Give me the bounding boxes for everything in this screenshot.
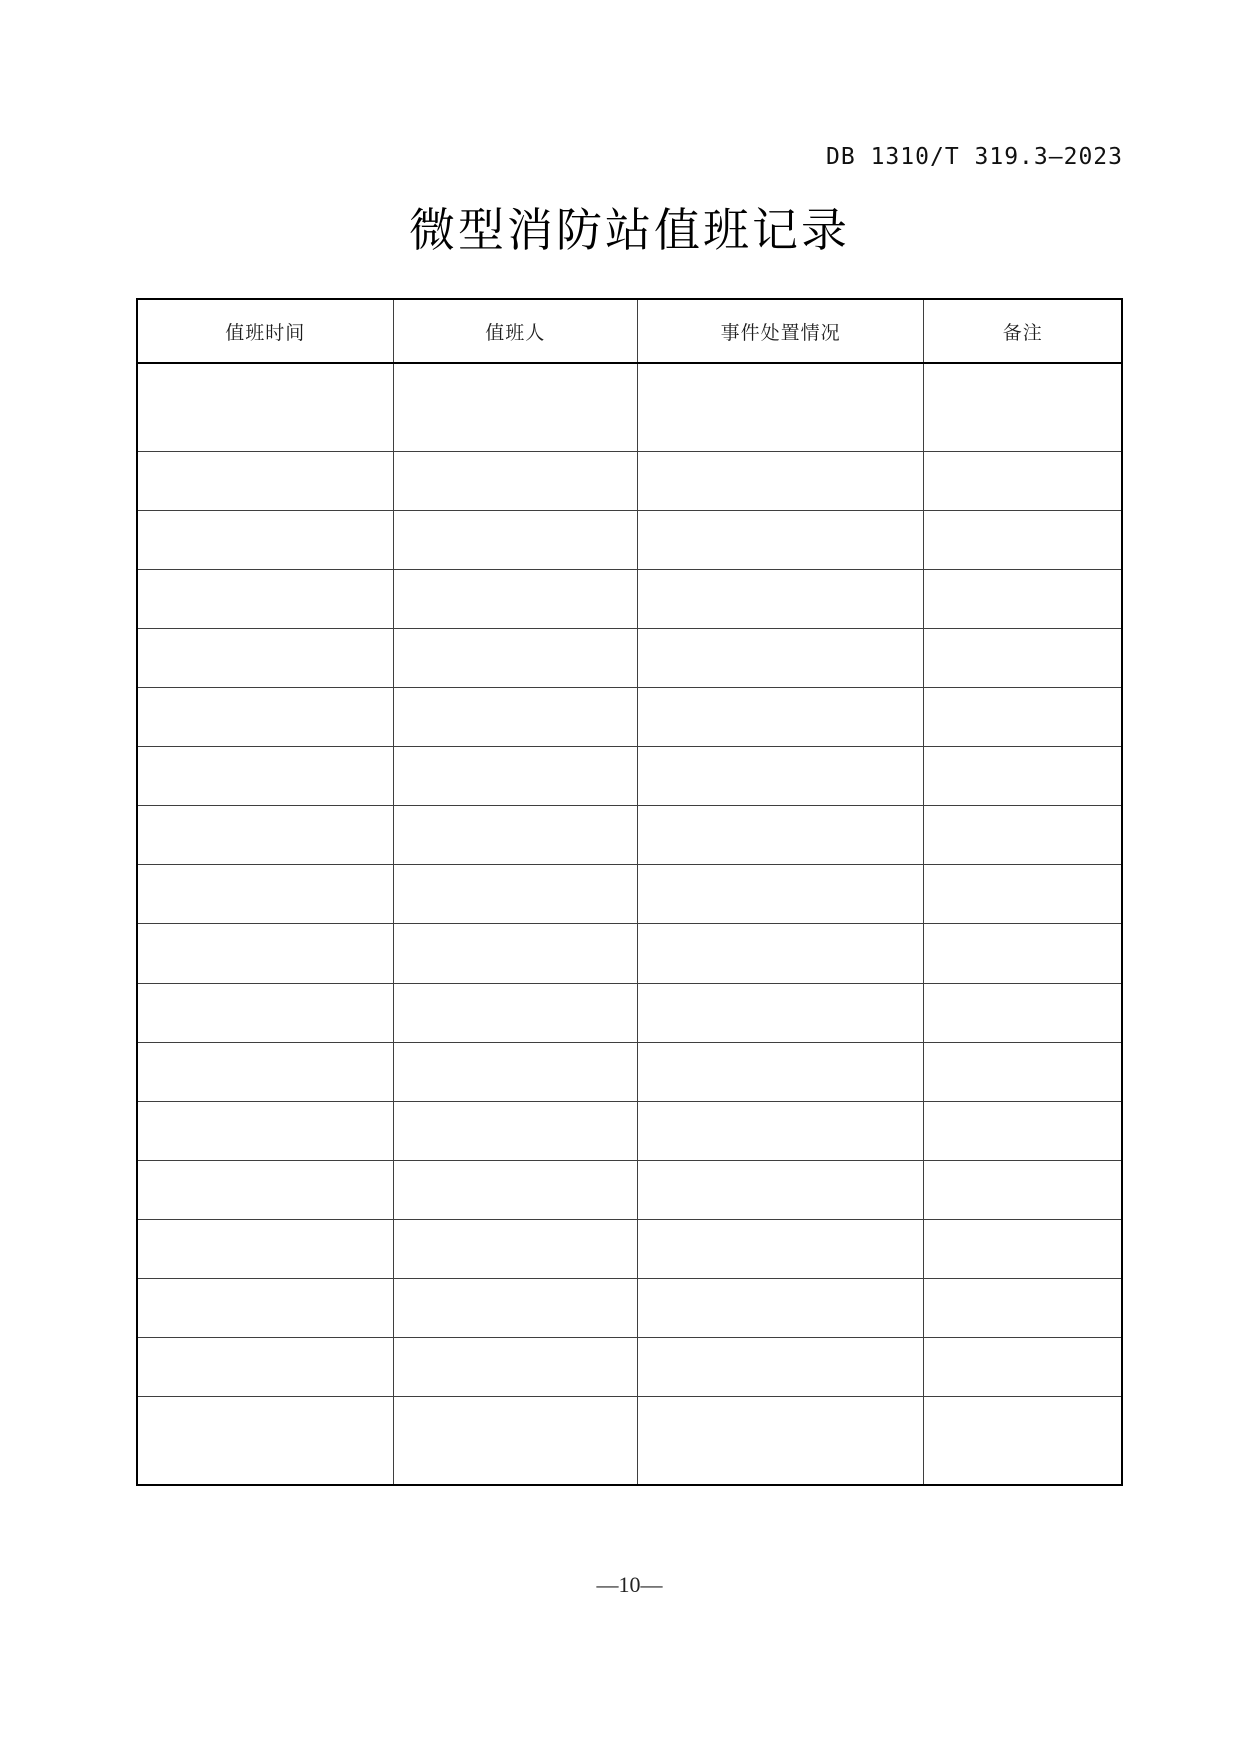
table-cell <box>137 570 393 629</box>
page-title: 微型消防站值班记录 <box>409 203 850 257</box>
table-cell <box>137 1160 393 1219</box>
table-cell <box>637 924 924 983</box>
table-row <box>137 806 1122 865</box>
table-cell <box>637 1219 924 1278</box>
table-row <box>137 363 1122 452</box>
table-row <box>137 1219 1122 1278</box>
table-cell <box>393 570 637 629</box>
table-row <box>137 452 1122 511</box>
table-cell <box>393 688 637 747</box>
table-cell <box>924 1396 1122 1485</box>
table-cell <box>137 865 393 924</box>
table-cell <box>393 1396 637 1485</box>
table-cell <box>637 806 924 865</box>
table-cell <box>637 511 924 570</box>
table-cell <box>393 363 637 452</box>
table-cell <box>924 511 1122 570</box>
table-cell <box>393 1337 637 1396</box>
table-cell <box>637 747 924 806</box>
table-row <box>137 1101 1122 1160</box>
table-cell <box>393 983 637 1042</box>
table-row <box>137 570 1122 629</box>
table-cell <box>924 865 1122 924</box>
table-cell <box>637 363 924 452</box>
page-number: —10— <box>596 1572 663 1597</box>
table-row <box>137 983 1122 1042</box>
table-row <box>137 688 1122 747</box>
table-cell <box>637 1160 924 1219</box>
table-row <box>137 1337 1122 1396</box>
duty-table-body <box>137 363 1122 1485</box>
table-cell <box>924 747 1122 806</box>
table-cell <box>924 1042 1122 1101</box>
table-cell <box>637 865 924 924</box>
table-cell <box>393 1101 637 1160</box>
table-cell <box>393 629 637 688</box>
table-cell <box>924 452 1122 511</box>
table-row <box>137 924 1122 983</box>
table-cell <box>137 1337 393 1396</box>
table-cell <box>924 1219 1122 1278</box>
table-cell <box>637 452 924 511</box>
table-cell <box>924 983 1122 1042</box>
table-cell <box>137 1219 393 1278</box>
table-cell <box>637 1337 924 1396</box>
table-cell <box>637 1042 924 1101</box>
table-row <box>137 629 1122 688</box>
table-cell <box>137 1278 393 1337</box>
standard-number: DB 1310/T 319.3—2023 <box>826 144 1123 170</box>
table-cell <box>393 806 637 865</box>
table-cell <box>637 570 924 629</box>
table-cell <box>137 1396 393 1485</box>
table-cell <box>924 1160 1122 1219</box>
table-cell <box>137 747 393 806</box>
table-cell <box>924 924 1122 983</box>
table-row <box>137 1396 1122 1485</box>
table-cell <box>137 688 393 747</box>
table-cell <box>393 747 637 806</box>
table-cell <box>924 1337 1122 1396</box>
table-cell <box>924 629 1122 688</box>
table-cell <box>637 1278 924 1337</box>
table-cell <box>137 924 393 983</box>
table-cell <box>393 1160 637 1219</box>
table-row <box>137 865 1122 924</box>
table-row <box>137 1278 1122 1337</box>
table-cell <box>137 1101 393 1160</box>
table-cell <box>637 629 924 688</box>
table-cell <box>137 806 393 865</box>
table-cell <box>637 1396 924 1485</box>
table-cell <box>137 983 393 1042</box>
table-cell <box>924 363 1122 452</box>
column-header-3: 事件处置情况 <box>637 299 924 363</box>
table-cell <box>637 983 924 1042</box>
table-row <box>137 511 1122 570</box>
table-cell <box>137 1042 393 1101</box>
table-row <box>137 1160 1122 1219</box>
table-cell <box>393 924 637 983</box>
table-cell <box>924 1101 1122 1160</box>
table-cell <box>924 806 1122 865</box>
table-cell <box>924 1278 1122 1337</box>
table-row <box>137 1042 1122 1101</box>
duty-table <box>136 298 1123 1486</box>
column-header-4: 备注 <box>924 299 1122 363</box>
table-cell <box>393 1042 637 1101</box>
table-cell <box>137 629 393 688</box>
column-header-2: 值班人 <box>393 299 637 363</box>
table-cell <box>393 452 637 511</box>
table-cell <box>137 363 393 452</box>
table-cell <box>637 688 924 747</box>
table-row <box>137 747 1122 806</box>
header-row <box>137 299 1122 363</box>
table-cell <box>137 511 393 570</box>
table-cell <box>393 1278 637 1337</box>
table-cell <box>924 688 1122 747</box>
table-cell <box>637 1101 924 1160</box>
table-cell <box>137 452 393 511</box>
table-cell <box>393 865 637 924</box>
table-cell <box>393 511 637 570</box>
duty-table-header <box>137 299 1122 363</box>
table-cell <box>924 570 1122 629</box>
table-cell <box>393 1219 637 1278</box>
column-header-1: 值班时间 <box>137 299 393 363</box>
